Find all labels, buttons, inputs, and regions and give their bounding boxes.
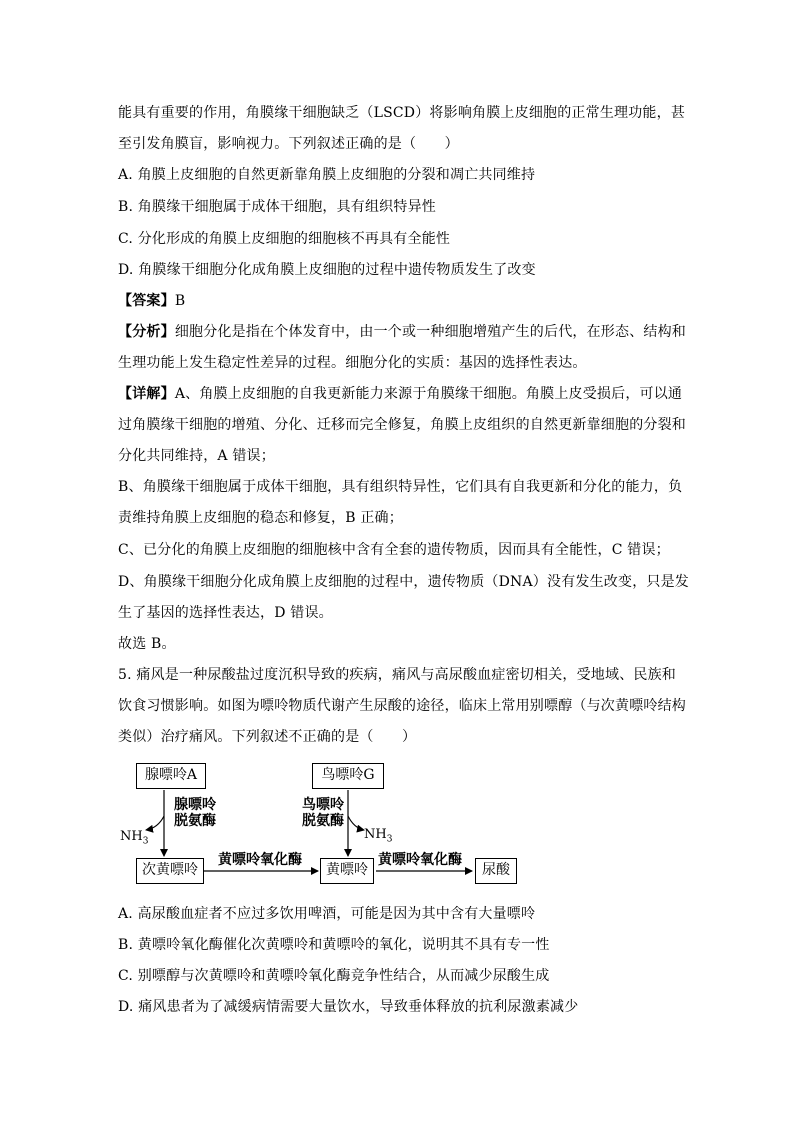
arrow-nh3-right (348, 816, 364, 830)
q5-option-c: C. 别嘌醇与次黄嘌呤和黄嘌呤氧化酶竞争性结合，从而减少尿酸生成 (118, 968, 550, 984)
analysis-line1 (118, 322, 686, 342)
label-nh3-right: $NH_3$ (364, 827, 393, 845)
q4-stem-line2: 至引发角膜盲，影响视力。下列叙述正确的是（ ） (118, 136, 459, 152)
label-gda-line2: 脱氨酶 (302, 813, 344, 829)
q4-option-b: B. 角膜缘干细胞属于成体干细胞，具有组织特异性 (118, 199, 436, 215)
answer-line (118, 291, 185, 311)
detail-d2: 生了基因的选择性表达，D 错误。 (118, 605, 333, 621)
analysis-label: 【分析】 (118, 324, 175, 340)
node-hypoxanthine: 次黄嘌呤 (136, 858, 204, 884)
q4-option-a: A. 角膜上皮细胞的自然更新靠角膜上皮细胞的分裂和凋亡共同维持 (118, 167, 536, 183)
node-uric-acid: 尿酸 (475, 858, 517, 884)
answer-value: B (174, 293, 186, 309)
label-nh3-left: $NH_3$ (120, 829, 149, 847)
conclusion: 故选 B。 (118, 636, 176, 652)
q5-stem-line2: 饮食习惯影响。如图为嘌呤物质代谢产生尿酸的途径，临床上常用别嘌醇（与次黄嘌呤结构 (118, 698, 686, 714)
q4-option-c: C. 分化形成的角膜上皮细胞的细胞核不再具有全能性 (118, 231, 451, 247)
label-xanthine-oxidase-2: 黄嘌呤氧化酶 (378, 852, 462, 868)
answer-label: 【答案】 (118, 293, 175, 309)
detail-a1: A、角膜上皮细胞的自我更新能力来源于角膜缘干细胞。角膜上皮受损后，可以通 (174, 386, 683, 402)
detail-b1: B、角膜缘干细胞属于成体干细胞，具有组织特异性，它们具有自我更新和分化的能力，负 (118, 479, 683, 495)
analysis-text1: 细胞分化是指在个体发育中，由一个或一种细胞增殖产生的后代，在形态、结构和 (174, 324, 687, 340)
q4-option-d: D. 角膜缘干细胞分化成角膜上皮细胞的过程中遗传物质发生了改变 (118, 262, 536, 278)
q5-option-b: B. 黄嘌呤氧化酶催化次黄嘌呤和黄嘌呤的氧化，说明其不具有专一性 (118, 937, 550, 953)
label-gda-line1: 鸟嘌呤 (302, 797, 344, 813)
detail-b2: 责维持角膜上皮细胞的稳态和修复，B 正确； (118, 510, 403, 526)
node-guanine: 鸟嘌呤G (312, 763, 384, 789)
q5-stem-line3: 类似）治疗痛风。下列叙述不正确的是（ ） (118, 729, 417, 745)
detail-d1: D、角膜缘干细胞分化成角膜上皮细胞的过程中，遗传物质（DNA）没有发生改变，只是发 (118, 574, 690, 590)
analysis-line2: 生理功能上发生稳定性差异的过程。细胞分化的实质：基因的选择性表达。 (118, 355, 587, 371)
label-xanthine-oxidase-1: 黄嘌呤氧化酶 (218, 852, 302, 868)
label-ada-line1: 腺嘌呤 (174, 797, 216, 813)
q5-option-a: A. 高尿酸血症者不应过多饮用啤酒，可能是因为其中含有大量嘌呤 (118, 906, 536, 922)
q5-option-d: D. 痛风患者为了减缓病情需要大量饮水，导致垂体释放的抗利尿激素减少 (118, 999, 579, 1015)
detail-a2: 过角膜缘干细胞的增殖、分化、迁移而完全修复，角膜上皮组织的自然更新靠细胞的分裂和 (118, 417, 686, 433)
detail-line1 (118, 384, 682, 404)
q4-stem-line1: 能具有重要的作用，角膜缘干细胞缺乏（LSCD）将影响角膜上皮细胞的正常生理功能，甚 (118, 105, 686, 121)
detail-a3: 分化共同维持，A 错误； (118, 448, 275, 464)
purine-metabolism-diagram (118, 758, 538, 888)
detail-c1: C、已分化的角膜上皮细胞的细胞核中含有全套的遗传物质，因而具有全能性，C 错误； (118, 542, 670, 558)
label-ada-line2: 脱氨酶 (174, 813, 216, 829)
node-xanthine: 黄嘌呤 (320, 858, 374, 884)
detail-label: 【详解】 (118, 386, 175, 402)
q5-stem-line1: 5. 痛风是一种尿酸盐过度沉积导致的疾病，痛风与高尿酸血症密切相关，受地域、民族和 (118, 667, 677, 683)
node-adenine: 腺嘌呤A (136, 763, 206, 789)
arrow-nh3-left (146, 816, 164, 830)
